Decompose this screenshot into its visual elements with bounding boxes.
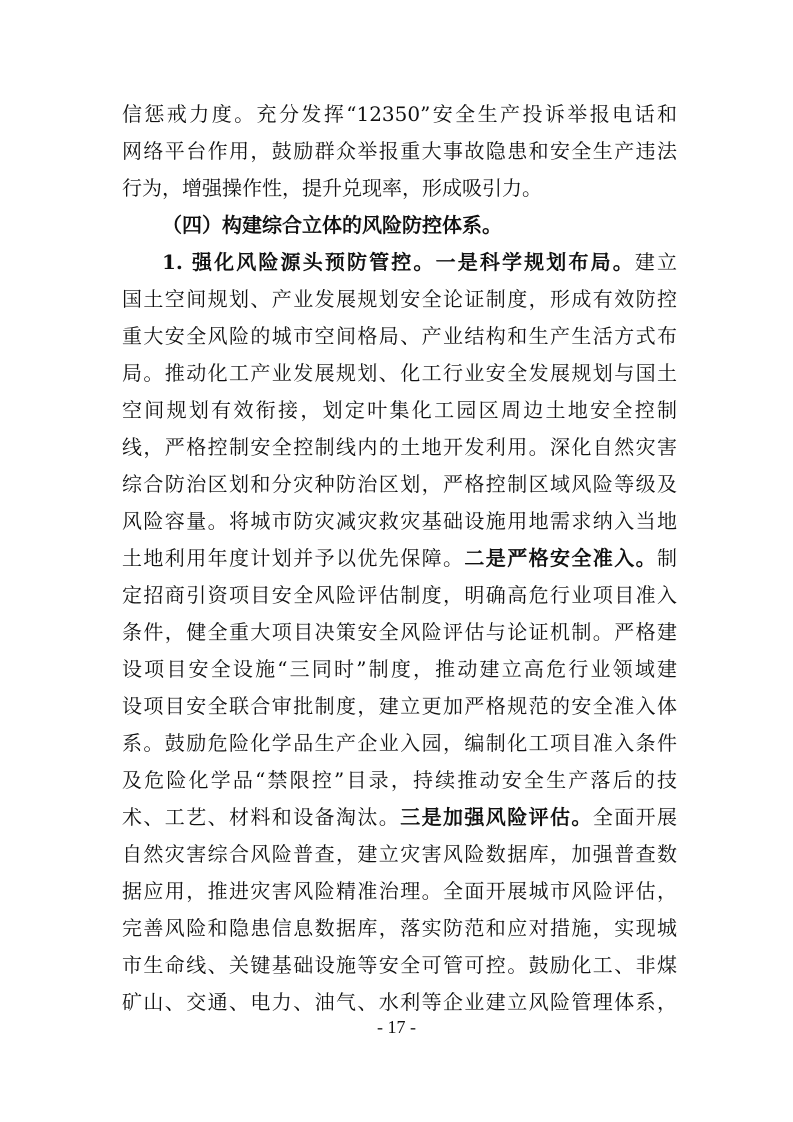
text-run: 土地利用年度计划并予以优先保障。 [122, 546, 465, 570]
text-run: 信惩戒力度。充分发挥“12350”安全生产投诉举报电话和 [122, 102, 677, 126]
text-run: 设项目安全联合审批制度，建立更加严格规范的安全准入体 [122, 694, 677, 718]
body-line [122, 725, 677, 761]
page-number: - 17 - [377, 1017, 416, 1037]
subsection-heading: 1. 强化风险源头预防管控。 [162, 250, 436, 274]
text-run: 据应用，推进灾害风险精准治理。全面开展城市风险评估， [122, 879, 677, 903]
text-run: 及危险化学品“禁限控”目录，持续推动安全生产落后的技 [122, 768, 677, 792]
body-line [122, 96, 677, 132]
text-run: 定招商引资项目安全风险评估制度，明确高危行业项目准入 [122, 583, 677, 607]
text-run: 局。推动化工产业发展规划、化工行业安全发展规划与国土 [122, 361, 677, 385]
text-run: 风险容量。将城市防灾减灾救灾基础设施用地需求纳入当地 [122, 509, 677, 533]
bold-run: 三是加强风险评估。 [400, 805, 593, 829]
body-line [122, 355, 677, 391]
section-heading [162, 207, 677, 243]
text-run: 术、工艺、材料和设备淘汰。 [122, 805, 401, 829]
body-line [122, 577, 677, 613]
text-run: 全面开展 [592, 805, 677, 829]
text-run: 建立 [634, 250, 677, 274]
body-line [122, 392, 677, 428]
text-run: 网络平台作用，鼓励群众举报重大事故隐患和安全生产违法 [122, 139, 677, 163]
text-run: 矿山、交通、电力、油气、水利等企业建立风险管理体系， [122, 990, 677, 1014]
bold-run: 二是严格安全准入。 [464, 546, 658, 570]
text-run: 综合防治区划和分灾种防治区划，严格控制区域风险等级及 [122, 472, 677, 496]
body-line [122, 540, 677, 576]
body-line [122, 762, 677, 798]
body-line [122, 614, 677, 650]
body-line [122, 429, 677, 465]
body-line [122, 170, 677, 206]
bold-run: 一是科学规划布局。 [435, 250, 635, 274]
body-line [122, 503, 677, 539]
body-line [122, 133, 677, 169]
body-line [122, 466, 677, 502]
body-line [122, 836, 677, 872]
text-run: 设项目安全设施“三同时”制度，推动建立高危行业领域建 [122, 657, 677, 681]
section-heading-text: （四）构建综合立体的风险防控体系。 [162, 213, 502, 237]
body-line [122, 873, 677, 909]
text-run: 条件，健全重大项目决策安全风险评估与论证机制。严格建 [122, 620, 677, 644]
body-line [122, 799, 677, 835]
text-run: 国土空间规划、产业发展规划安全论证制度，形成有效防控 [122, 287, 677, 311]
text-run: 线，严格控制安全控制线内的土地开发利用。深化自然灾害 [122, 435, 677, 459]
subsection-line [162, 244, 677, 280]
body-line [122, 688, 677, 724]
text-run: 系。鼓励危险化学品生产企业入园，编制化工项目准入条件 [122, 731, 677, 755]
body-line [122, 281, 677, 317]
body-line [122, 318, 677, 354]
text-run: 自然灾害综合风险普查，建立灾害风险数据库，加强普查数 [122, 842, 677, 866]
text-run: 行为，增强操作性，提升兑现率，形成吸引力。 [122, 176, 542, 200]
text-run: 市生命线、关键基础设施等安全可管可控。鼓励化工、非煤 [122, 953, 677, 977]
body-line [122, 651, 677, 687]
text-run: 重大安全风险的城市空间格局、产业结构和生产生活方式布 [122, 324, 677, 348]
body-line [122, 910, 677, 946]
text-run: 空间规划有效衔接，划定叶集化工园区周边土地安全控制 [122, 398, 677, 422]
body-line [122, 947, 677, 983]
text-run: 制 [657, 546, 677, 570]
text-run: 完善风险和隐患信息数据库，落实防范和应对措施，实现城 [122, 916, 677, 940]
